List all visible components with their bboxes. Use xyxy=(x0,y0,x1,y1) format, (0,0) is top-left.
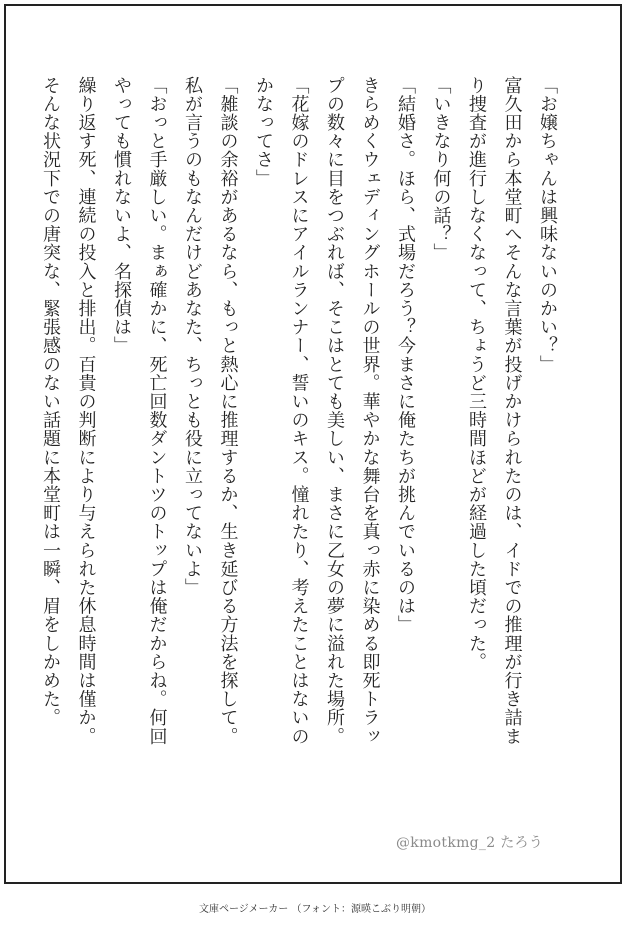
author-credit: @kmotkmg_2 たろう xyxy=(396,835,544,851)
text-line: 富久田から本堂町へそんな言葉が投げかけられたのは、イドでの推理が行き詰ま xyxy=(501,76,523,746)
text-line: 「結婚さ。ほら、式場だろう？今まさに俺たちが挑んでいるのは」 xyxy=(395,76,416,634)
text-line: かなってさ」 xyxy=(253,76,274,188)
story-text xyxy=(40,76,565,836)
text-line: プの数々に目をつぶれば、そこはとても美しい、まさに乙女の夢に溢れた場所。 xyxy=(324,76,345,746)
text-line: り捜査が進行しなくなって、ちょうど三時間ほどが経過した頃だった。 xyxy=(466,76,487,672)
text-line: 「雑談の余裕があるなら、もっと熱心に推理するか、生き延びる方法を探して。 xyxy=(217,76,239,746)
text-line: 「おっと手厳しい。まぁ確かに、死亡回数ダントツのトップは俺だからね。何回 xyxy=(146,76,168,746)
footer-caption: 文庫ページメーカー （フォント：源暎こぶり明朝） xyxy=(199,904,431,915)
text-line: 私が言うのもなんだけどあなた、ちっとも役に立ってないよ」 xyxy=(182,76,203,597)
page-frame xyxy=(4,4,622,884)
text-line: 繰り返す死、連続の投入と排出。百貴の判断により与えられた休息時間は僅か。 xyxy=(75,76,97,746)
text-line: そんな状況下での唐突な、緊張感のない話題に本堂町は一瞬、眉をしかめた。 xyxy=(40,76,61,727)
text-line: 「いきなり何の話？」 xyxy=(430,76,452,262)
text-line: やっても慣れないよ、名探偵は」 xyxy=(111,76,132,355)
text-line: きらめくウェディングホールの世界。華やかな舞台を真っ赤に染める即死トラッ xyxy=(359,76,381,746)
text-line: 「お嬢ちゃんは興味ないのかい？」 xyxy=(537,76,558,374)
text-line: 「花嫁のドレスにアイルランナー、誓いのキス。憧れたり、考えたことはないの xyxy=(288,76,310,746)
